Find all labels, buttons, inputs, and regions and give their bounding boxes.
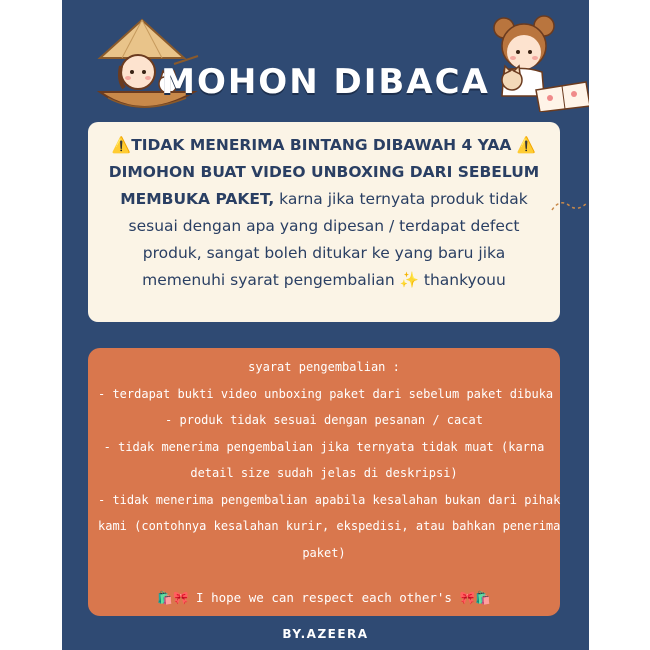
gift-bow-icon: 🛍️🎀 — [157, 590, 189, 605]
notice-line-3-rest: karna jika ternyata produk tidak — [274, 190, 528, 208]
rules-item: - tidak menerima pengembalian jika ternyata tidak muat (karna — [103, 439, 545, 454]
notice-line-5: produk, sangat boleh ditukar ke yang baru jika — [142, 244, 506, 262]
dashed-swirl-icon — [550, 196, 589, 218]
bow-gift-icon: 🎀🛍️ — [459, 590, 491, 605]
notice-line-3-bold: MEMBUKA PAKET, — [120, 190, 275, 208]
notice-line-1: ⚠️TIDAK MENERIMA BINTANG DIBAWAH 4 YAA ⚠️ — [111, 136, 537, 154]
notice-line-6 — [96, 267, 552, 294]
notice-line-6-text: memenuhi syarat pengembalian — [142, 271, 400, 289]
rules-card — [88, 348, 560, 616]
notice-line-2: DIMOHON BUAT VIDEO UNBOXING DARI SEBELUM — [108, 163, 540, 181]
rules-item: paket) — [302, 545, 346, 560]
byline: BY.AZEERA — [282, 627, 369, 641]
notice-line-6-end: thankyouu — [418, 271, 506, 289]
closing-text: I hope we can respect each other's — [188, 590, 460, 605]
closing-line — [98, 585, 550, 611]
poster — [62, 0, 589, 650]
rules-item: - produk tidak sesuai dengan pesanan / cacat — [165, 413, 483, 427]
rules-spacer — [98, 566, 550, 585]
notice-line-3 — [96, 186, 552, 213]
rules-item: detail size sudah jelas di deskripsi) — [190, 466, 458, 480]
page-title: MOHON DIBACA — [161, 62, 490, 102]
notice-line-4: sesuai dengan apa yang dipesan / terdapat defect — [128, 217, 520, 235]
sparkles-icon: ✨ — [399, 271, 419, 289]
rules-item: kami (contohnya kesalahan kurir, ekspedisi, atau bahkan penerima — [98, 519, 561, 533]
notice-card — [88, 122, 560, 322]
rules-item: - tidak menerima pengembalian apabila kesalahan bukan dari pihak — [98, 492, 561, 507]
rules-heading: syarat pengembalian : — [248, 360, 400, 374]
rules-item: - terdapat bukti video unboxing paket dari sebelum paket dibuka — [98, 386, 554, 401]
